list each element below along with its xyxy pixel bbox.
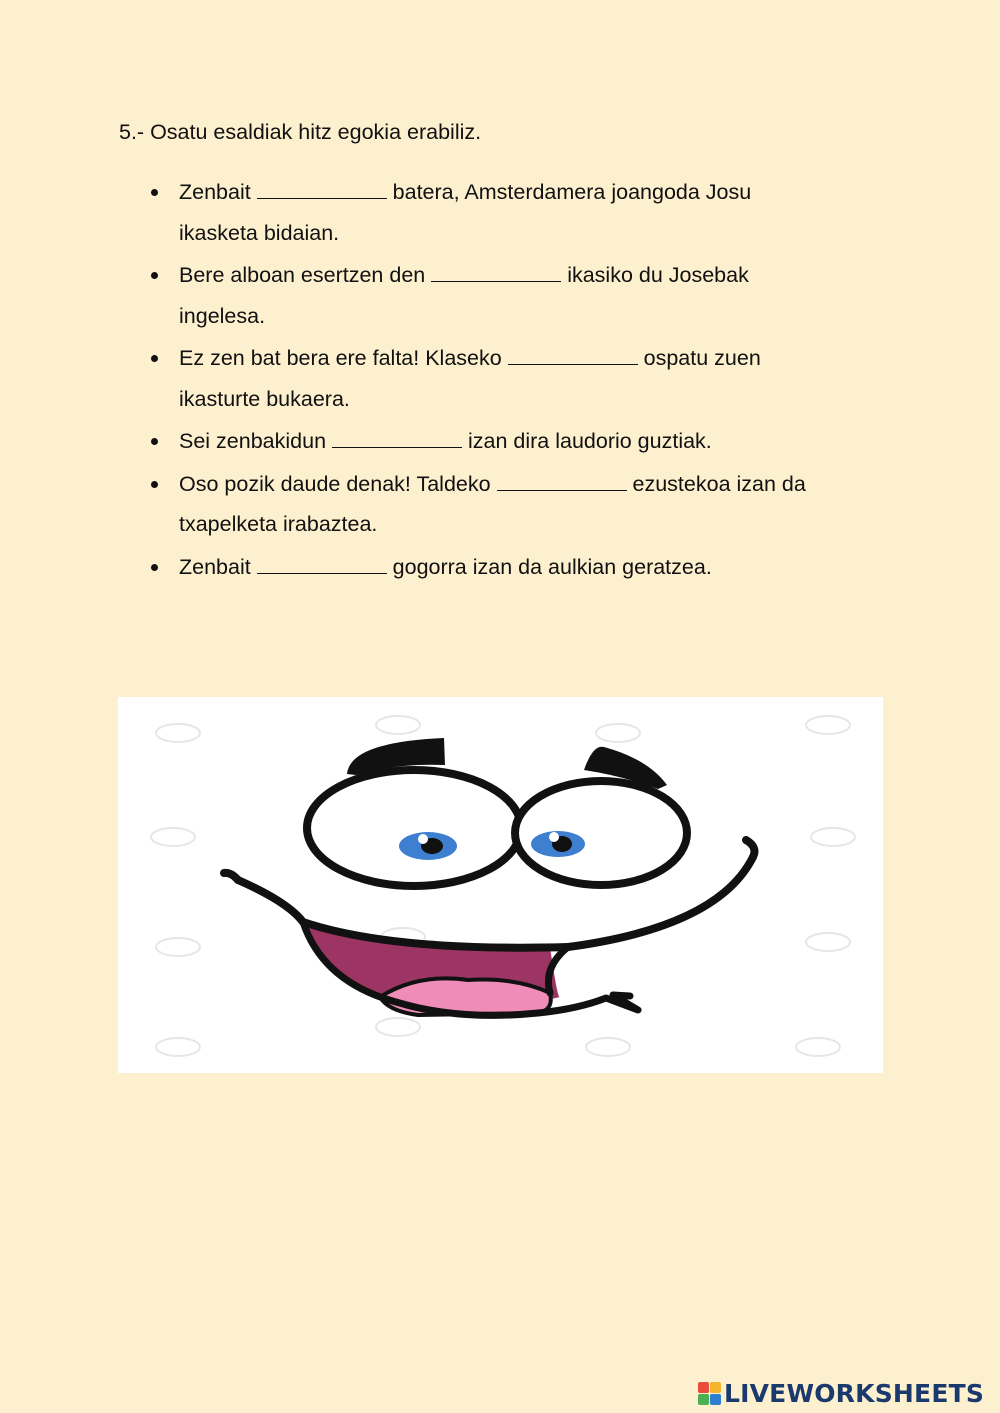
logo-tile — [710, 1382, 721, 1393]
liveworksheets-logo — [698, 1377, 984, 1409]
smiley-face-icon — [118, 697, 883, 1073]
blank-field[interactable] — [257, 180, 387, 199]
bullet-icon — [151, 355, 158, 362]
left-eye-shine — [418, 834, 428, 844]
list-item — [148, 421, 878, 462]
sentence-start: Oso pozik daude denak! Taldeko — [179, 471, 497, 496]
bullet-icon — [151, 189, 158, 196]
bullet-icon — [151, 272, 158, 279]
mouth-corner-line — [548, 947, 568, 993]
sentence-continuation: ikasketa bidaian. — [179, 220, 340, 245]
blank-field[interactable] — [497, 472, 627, 491]
sentence-end: batera, Amsterdamera joangoda Josu — [386, 180, 752, 204]
logo-tile — [698, 1394, 709, 1405]
logo-tile — [698, 1382, 709, 1393]
sentence-end: gogorra izan da aulkian geratzea. — [386, 554, 712, 579]
tongue — [380, 978, 551, 1015]
bullet-icon — [151, 481, 158, 488]
blank-field[interactable] — [332, 429, 462, 448]
bullet-icon — [151, 438, 158, 445]
sentence-start: Zenbait — [179, 554, 257, 579]
list-item — [148, 172, 878, 253]
sentence-end: ezustekoa izan da — [626, 471, 806, 496]
blank-field[interactable] — [257, 555, 387, 574]
list-item — [148, 255, 878, 336]
list-item — [148, 338, 878, 419]
upper-lip-line — [238, 880, 568, 948]
sentence-continuation: ikasturte bukaera. — [179, 386, 350, 411]
list-item — [148, 464, 878, 545]
list-item — [148, 547, 878, 588]
bullet-icon — [151, 564, 158, 571]
logo-tiles-icon — [698, 1382, 721, 1405]
sentence-start: Zenbait — [179, 180, 257, 204]
smile-dimple-right — [746, 840, 754, 857]
sentence-end: ospatu zuen — [637, 346, 761, 370]
logo-text: LIVEWORKSHEETS — [724, 1378, 985, 1408]
sentence-end: ikasiko du Josebak — [561, 263, 749, 287]
sentence-start: Ez zen bat bera ere falta! Klaseko — [179, 346, 508, 370]
sentence-continuation: ingelesa. — [179, 303, 266, 328]
blank-field[interactable] — [508, 346, 638, 365]
smiley-image — [118, 697, 883, 1073]
sentence-end: izan dira laudorio guztiak. — [462, 429, 712, 453]
blank-field[interactable] — [431, 263, 561, 282]
sentence-continuation: txapelketa irabaztea. — [179, 512, 378, 536]
sentence-start: Bere alboan esertzen den — [179, 263, 432, 287]
smile-dimple-left — [224, 873, 238, 880]
exercise-list — [148, 172, 878, 589]
logo-tile — [710, 1394, 721, 1405]
right-eye-shine — [549, 832, 559, 842]
right-eye — [515, 781, 687, 885]
left-eye — [307, 770, 521, 886]
exercise-title: 5.- Osatu esaldiak hitz egokia erabiliz. — [119, 120, 482, 144]
sentence-start: Sei zenbakidun — [179, 429, 332, 453]
